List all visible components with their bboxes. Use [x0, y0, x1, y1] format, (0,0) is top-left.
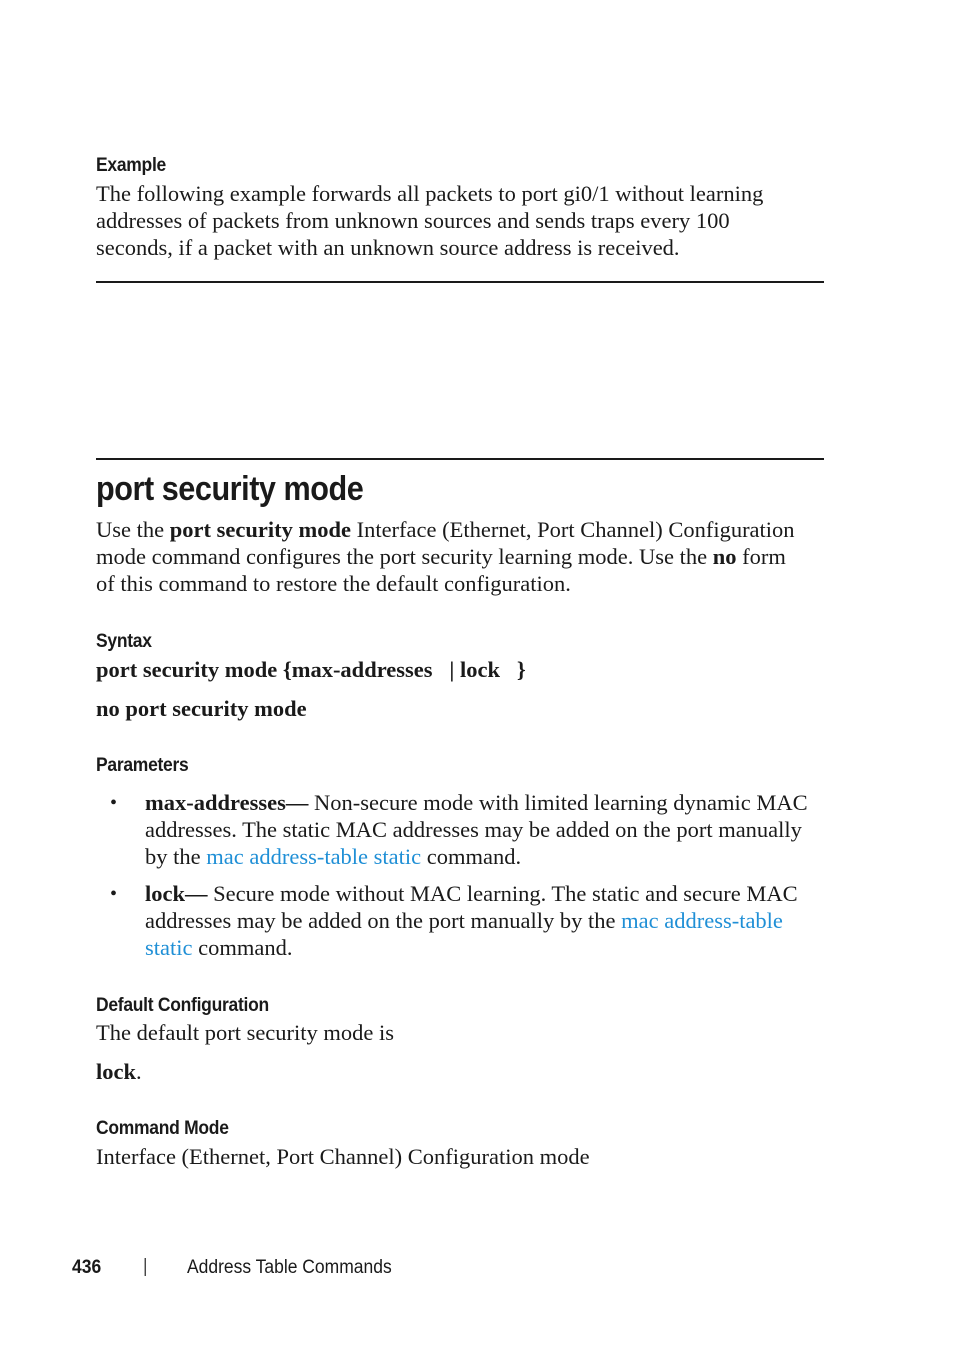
parameter-text: Non-secure mode with limited learning dynamic MAC [308, 790, 808, 815]
command-name: port security mode [169, 517, 351, 542]
parameter-line: addresses. The static MAC addresses may be added on the port manually [145, 817, 802, 842]
parameter-item-max-addresses [145, 789, 808, 870]
command-mode-heading: Command Mode [96, 1118, 229, 1139]
parameter-line [145, 880, 798, 907]
bullet-marker: • [110, 883, 118, 905]
syntax-no-command: no port security mode [96, 696, 307, 721]
example-line-2: addresses of packets from unknown sources and sends traps every 100 [96, 208, 730, 233]
syntax-heading: Syntax [96, 631, 152, 652]
period: . [136, 1059, 142, 1084]
default-configuration-value [96, 1058, 142, 1085]
example-line-3: seconds, if a packet with an unknown source address is received. [96, 235, 680, 260]
intro-line-3: of this command to restore the default configuration. [96, 571, 571, 596]
parameter-term: lock— [145, 881, 208, 906]
example-paragraph [96, 180, 763, 261]
intro-text: Interface (Ethernet, Port Channel) Configuration [350, 517, 795, 542]
chapter-title: Address Table Commands [187, 1257, 392, 1278]
default-configuration-text: The default port security mode is [96, 1020, 395, 1045]
intro-line-1 [96, 516, 795, 543]
default-value: lock [96, 1059, 137, 1084]
no-keyword: no [712, 544, 737, 569]
mac-address-table-static-link[interactable]: static [145, 935, 193, 960]
page-number: 436 [72, 1257, 102, 1278]
parameter-line [145, 934, 798, 961]
bullet-marker: • [110, 792, 118, 814]
example-line-1: The following example forwards all packets to port gi0/1 without learning [96, 181, 764, 206]
syntax-command: port security mode {max-addresses | lock } [96, 657, 526, 682]
intro-text: Use the [96, 517, 170, 542]
parameters-heading: Parameters [96, 755, 189, 776]
parameter-text: command. [421, 844, 522, 869]
intro-line-2 [96, 543, 795, 570]
intro-paragraph [96, 516, 795, 597]
parameter-text: addresses may be added on the port manually by the [145, 908, 622, 933]
section-end-rule [96, 281, 824, 283]
command-mode-text: Interface (Ethernet, Port Channel) Configuration mode [96, 1144, 590, 1169]
parameter-item-lock [145, 880, 798, 961]
section-start-rule [96, 458, 824, 460]
parameter-line [145, 789, 808, 816]
parameter-text: command. [192, 935, 293, 960]
mac-address-table-static-link[interactable]: mac address-table [621, 908, 783, 933]
mac-address-table-static-link[interactable]: mac address-table static [206, 844, 422, 869]
parameter-line [145, 843, 808, 870]
intro-text: mode command configures the port security learning mode. Use the [96, 544, 713, 569]
page-title: port security mode [96, 470, 364, 508]
example-heading: Example [96, 155, 166, 176]
intro-text: form [736, 544, 786, 569]
parameter-term: max-addresses— [145, 790, 309, 815]
footer-separator: | [143, 1256, 148, 1277]
default-configuration-heading: Default Configuration [96, 995, 269, 1016]
parameter-text: by the [145, 844, 207, 869]
parameter-line [145, 907, 798, 934]
parameter-text: Secure mode without MAC learning. The static and secure MAC [207, 881, 798, 906]
